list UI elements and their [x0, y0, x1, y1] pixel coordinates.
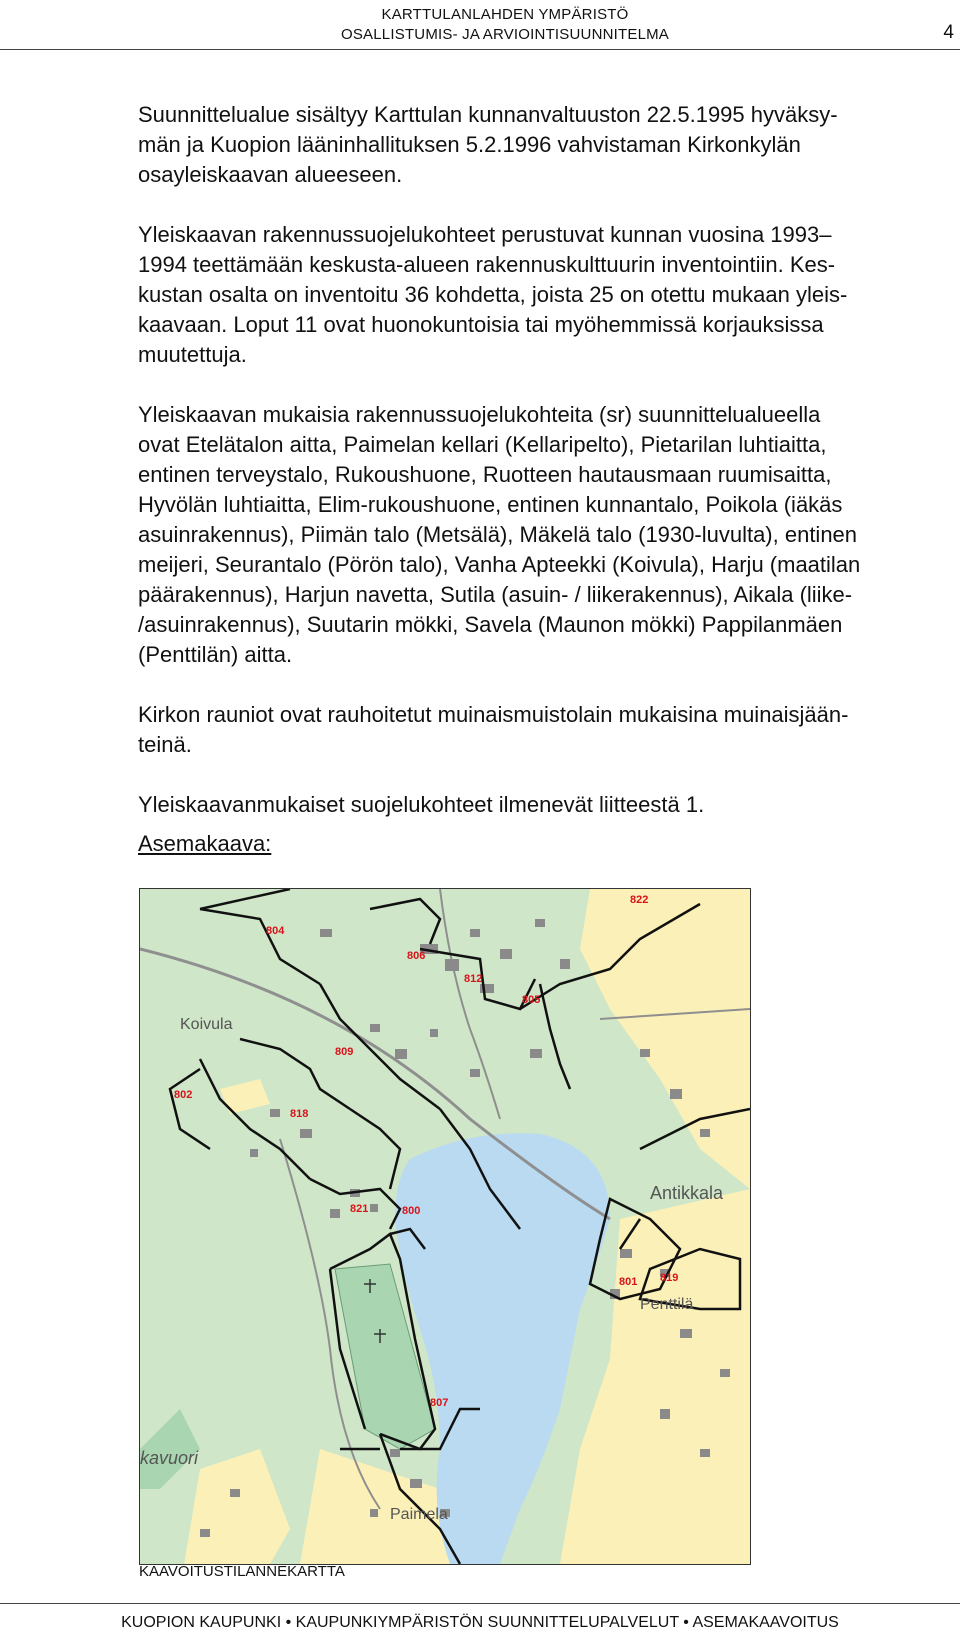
plan-number: 822 — [630, 894, 649, 906]
header-title: KARTTULANLAHDEN YMPÄRISTÖ — [381, 6, 629, 23]
plan-number: 805 — [522, 994, 541, 1006]
plan-number: 819 — [660, 1272, 679, 1284]
plan-number: 802 — [174, 1089, 193, 1101]
zoning-map — [139, 888, 751, 1565]
plan-number: 821 — [350, 1203, 369, 1215]
place-name: Paimela — [390, 1506, 448, 1523]
page-footer: KUOPION KAUPUNKI • KAUPUNKIYMPÄRISTÖN SUUNNITTELUPALVELUT • ASEMAKAAVOITUS — [121, 1614, 839, 1631]
plan-number: 804 — [266, 925, 285, 937]
plan-number: 806 — [407, 950, 426, 962]
plan-number: 807 — [430, 1397, 449, 1409]
paragraph: Kirkon rauniot ovat rauhoitetut muinaismuistolain mukaisina muinaisjään- teinä. — [138, 702, 849, 757]
map-caption: KAAVOITUSTILANNEKARTTA — [139, 1563, 345, 1580]
place-name: Koivula — [180, 1016, 233, 1033]
paragraph: Yleiskaavanmukaiset suojelukohteet ilmenevät liitteestä 1. — [138, 792, 705, 817]
plan-number: 809 — [335, 1046, 354, 1058]
page-header — [0, 0, 960, 52]
plan-number: 800 — [402, 1205, 421, 1217]
body-text — [138, 100, 928, 850]
page-number: 4 — [943, 22, 954, 43]
place-name: kavuori — [140, 1448, 199, 1468]
footer-rule — [0, 1603, 960, 1604]
paragraph: Yleiskaavan mukaisia rakennussuojelukohteita (sr) suunnittelualueella ovat Etelätalon aitta, Paimelan kellari (Kellaripelto), Pietarilan luhtiaitta, entinen terveystalo, Rukoushuone, Ruotteen hautausmaan ruumisaitta, Hyvölän luhtiaitta, Elim-rukoushuone, entinen kunnantalo, Poikola (iäkäs asuinrakennus), Piimän talo (Metsälä), Mäkelä talo (1930-luvulta), entinen meijeri, Seurantalo (Pörön talo), Vanha Apteekki (Koivula), Harju (maatilan päärakennus), Harjun navetta, Sutila (asuin- / liikerakennus), Aikala (liike- /asuinrakennus), Suutarin mökki, Savela (Maunon mökki) Pappilanmäen (Penttilän) aitta. — [138, 402, 861, 667]
header-subtitle: OSALLISTUMIS- JA ARVIOINTISUUNNITELMA — [340, 26, 670, 43]
plan-number: 801 — [619, 1276, 638, 1288]
plan-number: 818 — [290, 1108, 309, 1120]
header-rule — [0, 49, 960, 50]
plan-number: 812 — [464, 973, 483, 985]
paragraph: Yleiskaavan rakennussuojelukohteet perustuvat kunnan vuosina 1993– 1994 teettämään keskusta-alueen rakennuskulttuurin inventointiin. Kes- kustan osalta on inventoitu 36 kohdetta, joista 25 on otettu mukaan yleis- kaavaan. Loput 11 ovat huonokuntoisia tai myöhemmissä korjauksissa muutettuja. — [138, 222, 848, 367]
place-name: Penttilä — [640, 1296, 694, 1313]
place-name: Antikkala — [650, 1183, 724, 1203]
section-heading: Asemakaava: — [138, 831, 272, 856]
paragraph: Suunnittelualue sisältyy Karttulan kunnanvaltuuston 22.5.1995 hyväksy- män ja Kuopion lääninhallituksen 5.2.1996 vahvistaman Kirkonkylän osayleiskaavan alueeseen. — [138, 102, 838, 187]
